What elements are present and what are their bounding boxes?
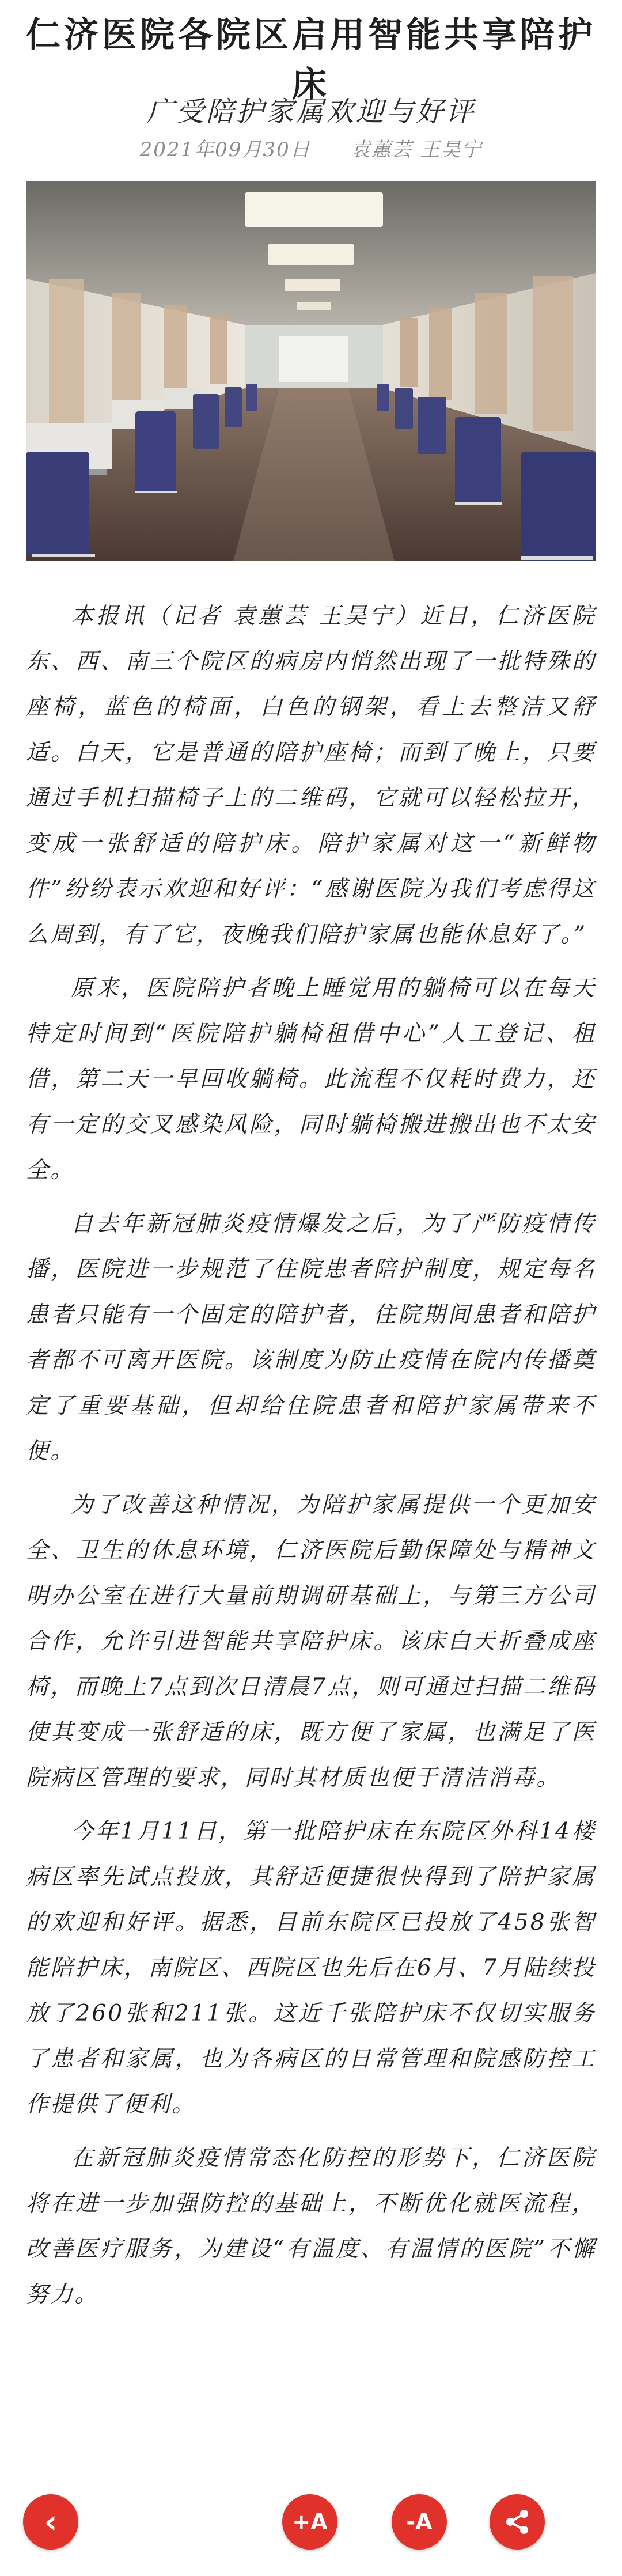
font-decrease-label: -A [406, 2509, 433, 2535]
article-paragraph: 为了改善这种情况，为陪护家属提供一个更加安全、卫生的休息环境，仁济医院后勤保障处与精神文明办公室在进行大量前期调研基础上，与第三方公司合作，允许引进智能共享陪护床。该床白天折叠成座椅，而晚上7点到次日清晨7点，则可通过扫描二维码使其变成一张舒适的床，既方便了家属，也满足了医院病区管理的要求，同时其材质也便于清洁消毒。 [26, 1492, 596, 1791]
font-increase-label: +A [292, 2509, 328, 2535]
article-paragraph: 本报讯（记者 袁蕙芸 王昊宁）近日，仁济医院东、西、南三个院区的病房内悄然出现了一批特殊的座椅，蓝色的椅面，白色的钢架，看上去整洁又舒适。白天，它是普通的陪护座椅；而到了晚上，只要通过手机扫描椅子上的二维码，它就可以轻松拉开，变成一张舒适的陪护床。陪护家属对这一“新鲜物件”纷纷表示欢迎和好评：“感谢医院为我们考虑得这么周到，有了它，夜晚我们陪护家属也能休息好了。” [26, 603, 596, 948]
ward-photo-illustration [26, 181, 596, 561]
font-increase-button[interactable] [282, 2494, 337, 2550]
share-icon [502, 2507, 532, 2537]
article-body [26, 593, 596, 2325]
article-paragraph: 今年1月11日，第一批陪护床在东院区外科14楼病区率先试点投放，其舒适便捷很快得到了陪护家属的欢迎和好评。据悉，目前东院区已投放了458张智能陪护床，南院区、西院区也先后在6月、7月陆续投放了260张和211张。这近千张陪护床不仅切实服务了患者和家属，也为各病区的日常管理和院感防控工作提供了便利。 [26, 1819, 596, 2117]
back-button[interactable] [23, 2494, 78, 2550]
back-icon: ‹ [44, 2503, 58, 2541]
share-button[interactable] [490, 2494, 545, 2550]
article-title: 仁济医院各院区启用智能共享陪护床 [26, 15, 596, 105]
ward-photo [26, 181, 596, 561]
article-authors: 袁蕙芸 王昊宁 [350, 138, 483, 161]
article-paragraph: 在新冠肺炎疫情常态化防控的形势下，仁济医院将在进一步加强防控的基础上，不断优化就医流程，改善医疗服务，为建设“有温度、有温情的医院”不懈努力。 [26, 2145, 596, 2308]
article-paragraph: 自去年新冠肺炎疫情爆发之后，为了严防疫情传播，医院进一步规范了住院患者陪护制度，规定每名患者只能有一个固定的陪护者，住院期间患者和陪护者都不可离开医院。该制度为防止疫情在院内传播奠定了重要基础，但却给住院患者和陪护家属带来不便。 [26, 1211, 596, 1464]
publish-date: 2021年09月30日 [139, 138, 311, 161]
article-meta [0, 137, 622, 162]
article-subtitle: 广受陪护家属欢迎与好评 [146, 96, 476, 128]
font-decrease-button[interactable] [392, 2494, 447, 2550]
article-paragraph: 原来，医院陪护者晚上睡觉用的躺椅可以在每天特定时间到“医院陪护躺椅租借中心”人工登记、租借，第二天一早回收躺椅。此流程不仅耗时费力，还有一定的交叉感染风险，同时躺椅搬进搬出也不太安全。 [26, 975, 596, 1183]
